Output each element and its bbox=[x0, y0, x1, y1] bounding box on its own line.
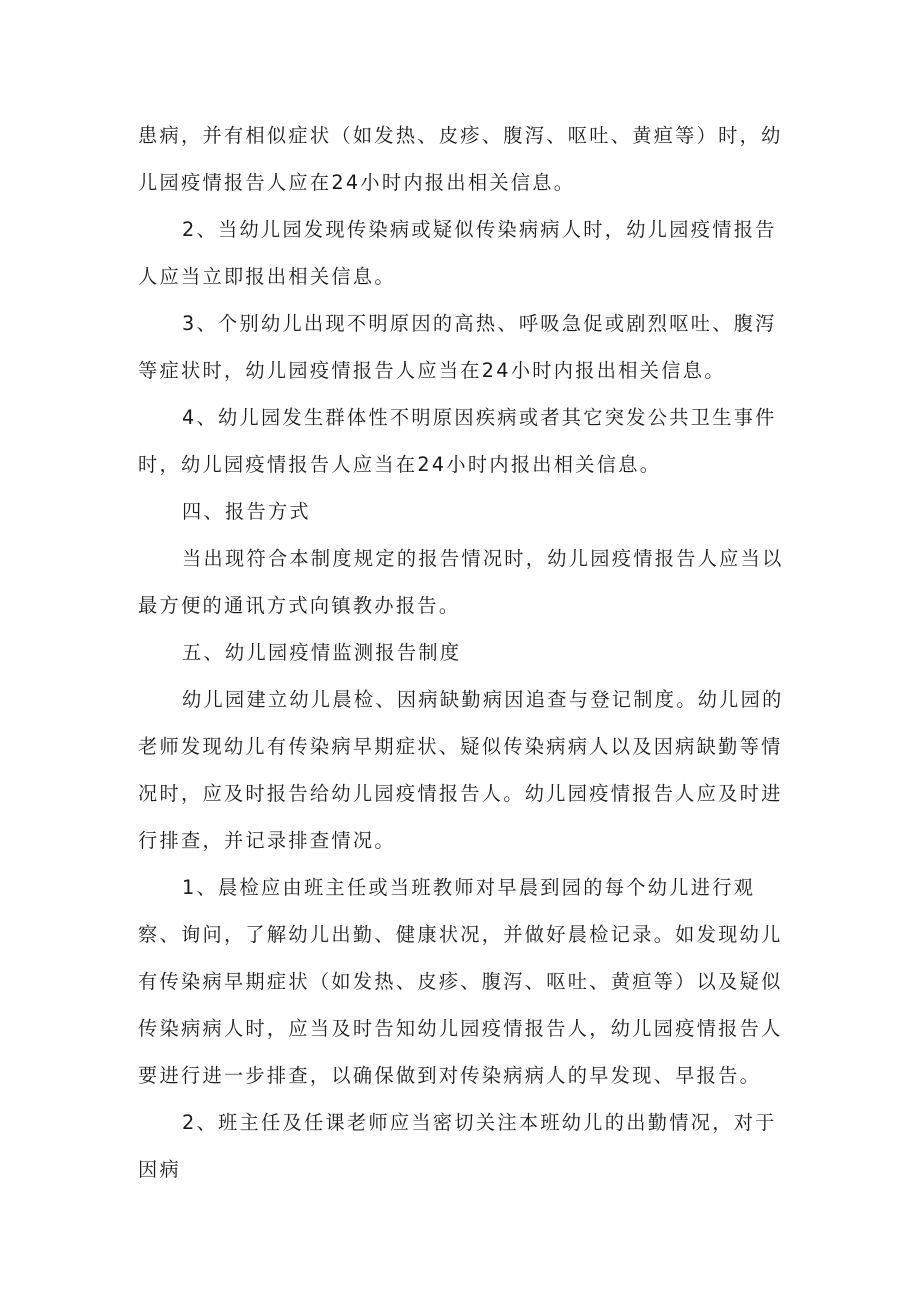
section-heading-5: 五、幼儿园疫情监测报告制度 bbox=[182, 641, 462, 664]
paragraph-item-3: 3、个别幼儿出现不明原因的高热、呼吸急促或剧烈呕吐、腹泻等症状时，幼儿园疫情报告人应当在24小时内报出相关信息。 bbox=[138, 312, 777, 382]
paragraph-reporting-method: 当出现符合本制度规定的报告情况时，幼儿园疫情报告人应当以最方便的通讯方式向镇教办报告。 bbox=[138, 547, 784, 617]
paragraph-continuation: 患病，并有相似症状（如发热、皮疹、腹泻、呕吐、黄疸等）时，幼儿园疫情报告人应在24小时内报出相关信息。 bbox=[138, 124, 783, 194]
paragraph-item-4: 4、幼儿园发生群体性不明原因疾病或者其它突发公共卫生事件时，幼儿园疫情报告人应当在24小时内报出相关信息。 bbox=[138, 406, 777, 476]
paragraph-monitoring-system: 幼儿园建立幼儿晨检、因病缺勤病因追查与登记制度。幼儿园的老师发现幼儿有传染病早期症状、疑似传染病病人以及因病缺勤等情况时，应及时报告给幼儿园疫情报告人。幼儿园疫情报告人应及时进行排查，并记录排查情况。 bbox=[138, 688, 784, 852]
paragraph-attendance: 2、班主任及任课老师应当密切关注本班幼儿的出勤情况，对于因病 bbox=[138, 1111, 777, 1181]
paragraph-morning-check: 1、晨检应由班主任或当班教师对早晨到园的每个幼儿进行观察、询问，了解幼儿出勤、健康状况，并做好晨检记录。如发现幼儿有传染病早期症状（如发热、皮疹、腹泻、呕吐、黄疸等）以及疑似传染病病人时，应当及时告知幼儿园疫情报告人，幼儿园疫情报告人要进行进一步排查，以确保做到对传染病病人的早发现、早报告。 bbox=[138, 876, 783, 1087]
paragraph-item-2: 2、当幼儿园发现传染病或疑似传染病病人时，幼儿园疫情报告人应当立即报出相关信息。 bbox=[138, 218, 777, 288]
document-page bbox=[138, 112, 793, 1193]
section-heading-4: 四、报告方式 bbox=[182, 500, 311, 523]
